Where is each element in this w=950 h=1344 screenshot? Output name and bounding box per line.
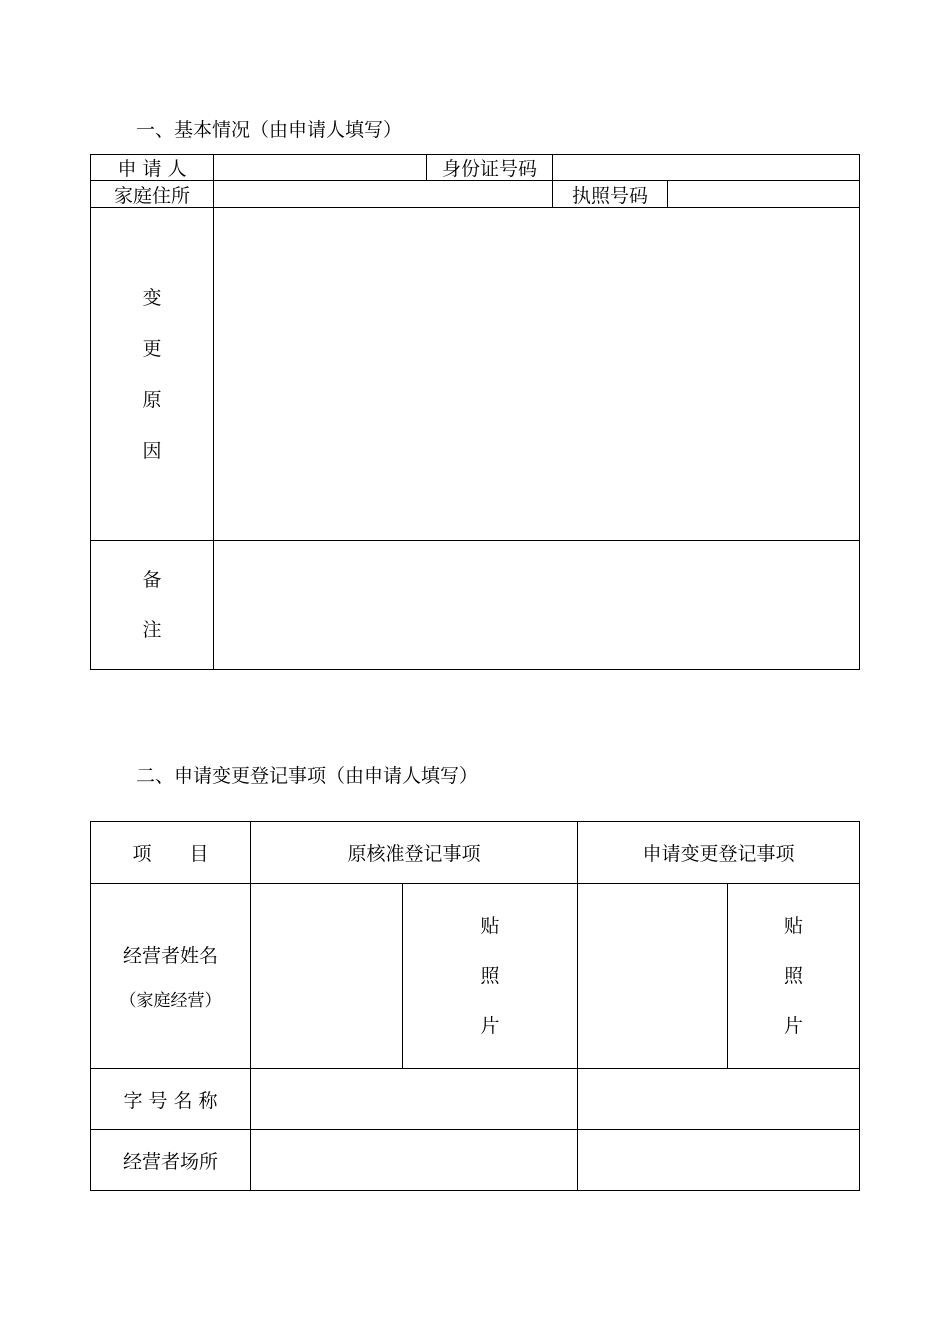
operator-name-label: 经营者姓名 (122, 944, 218, 967)
id-number-label-cell (427, 155, 552, 180)
original-operator-name-field[interactable] (251, 884, 402, 1068)
new-operator-name-field[interactable] (578, 884, 727, 1068)
photo-char: 片 (480, 1015, 500, 1037)
remarks-field[interactable] (214, 541, 859, 669)
original-photo-label (480, 901, 499, 1051)
original-premises-field[interactable] (251, 1130, 577, 1190)
change-reason-label (142, 273, 161, 477)
operator-name-label-cell (91, 884, 250, 1068)
photo-char: 照 (783, 965, 803, 987)
header-original: 原核准登记事项 (347, 843, 481, 865)
change-reason-char: 因 (142, 440, 162, 462)
header-change: 申请变更登记事项 (642, 843, 795, 865)
new-photo-area[interactable] (728, 884, 859, 1068)
remarks-char: 注 (142, 619, 162, 641)
original-photo-area[interactable] (403, 884, 577, 1068)
license-number-label: 执照号码 (571, 184, 648, 207)
license-number-field[interactable] (668, 181, 859, 207)
change-reason-char: 变 (142, 287, 162, 309)
original-shop-name-field[interactable] (251, 1069, 577, 1129)
change-reason-char: 更 (142, 338, 162, 360)
address-label-cell (91, 181, 213, 207)
photo-char: 贴 (480, 915, 500, 937)
address-field[interactable] (214, 181, 552, 207)
new-photo-label (784, 901, 803, 1051)
change-reason-char: 原 (142, 389, 162, 411)
premises-label-cell (91, 1130, 250, 1190)
photo-char: 照 (480, 965, 500, 987)
new-shop-name-field[interactable] (578, 1069, 859, 1129)
header-item: 项 目 (132, 843, 209, 865)
applicant-label-cell (91, 155, 213, 180)
applicant-label: 申 请 人 (117, 158, 187, 180)
photo-char: 片 (783, 1015, 803, 1037)
new-premises-field[interactable] (578, 1130, 859, 1190)
photo-char: 贴 (783, 915, 803, 937)
remarks-char: 备 (142, 569, 162, 591)
remarks-label (142, 555, 161, 655)
applicant-field[interactable] (214, 155, 426, 180)
remarks-label-cell (91, 541, 213, 669)
section-1-title: 一、基本情况（由申请人填写） (136, 119, 403, 141)
change-reason-label-cell (91, 208, 213, 540)
operator-name-sublabel: （家庭经营） (119, 990, 222, 1011)
header-item-cell (91, 822, 250, 883)
id-number-field[interactable] (553, 155, 859, 180)
premises-label: 经营者场所 (122, 1150, 218, 1173)
header-original-cell (251, 822, 577, 883)
shop-name-label: 字 号 名 称 (123, 1089, 218, 1112)
license-number-label-cell (553, 181, 667, 207)
change-reason-field[interactable] (214, 208, 859, 540)
section-2-title: 二、申请变更登记事项（由申请人填写） (136, 765, 479, 787)
header-change-cell (578, 822, 859, 883)
id-number-label: 身份证号码 (441, 158, 537, 180)
shop-name-label-cell (91, 1069, 250, 1129)
address-label: 家庭住所 (113, 184, 190, 207)
